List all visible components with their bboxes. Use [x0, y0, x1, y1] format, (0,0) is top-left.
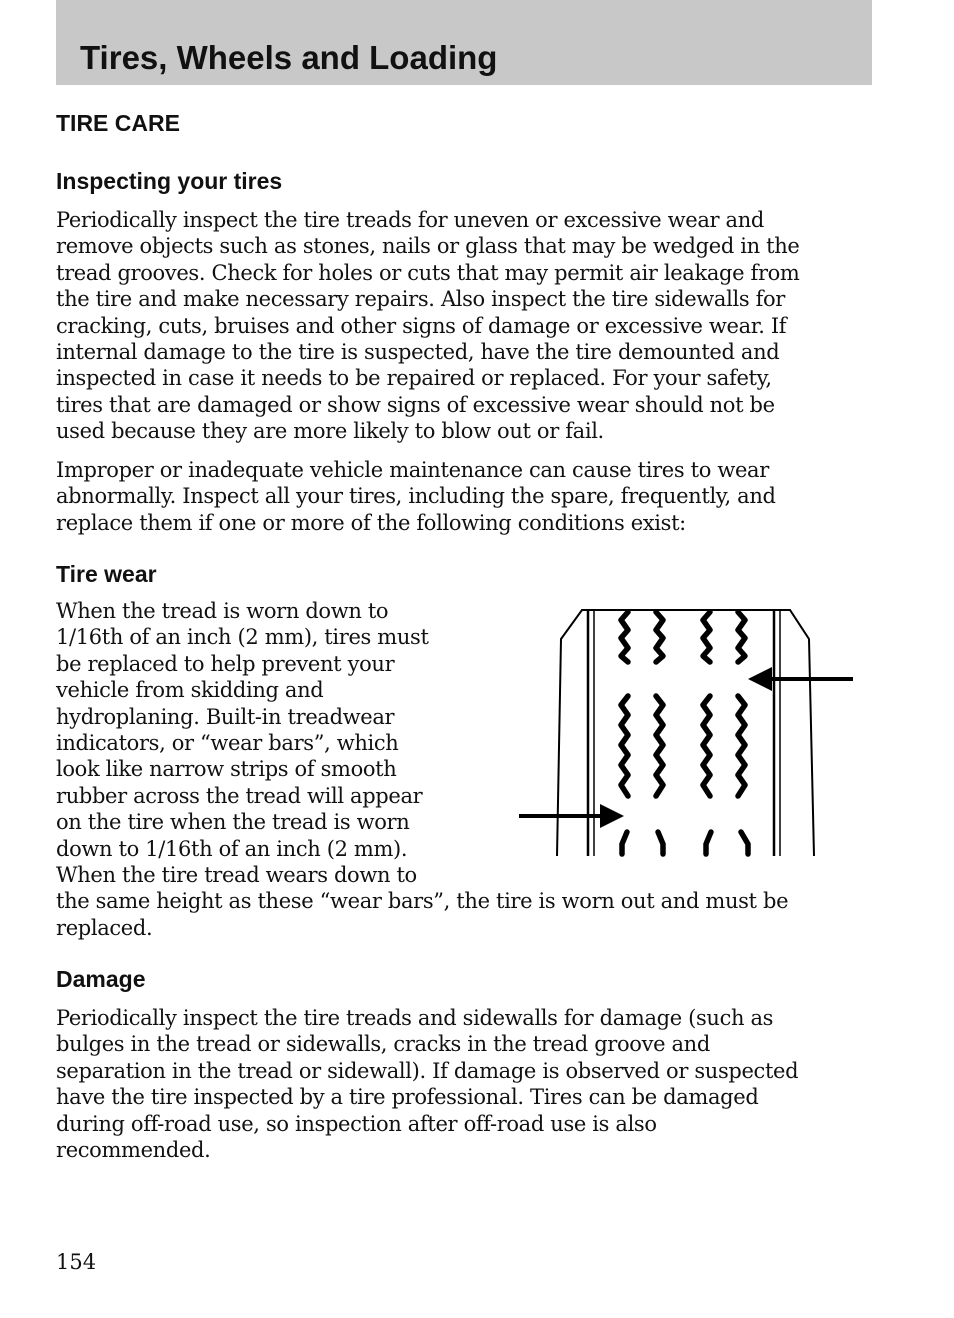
text-line: vehicle from skidding and	[56, 678, 324, 703]
text-line: during off-road use, so inspection after off-road use is also	[56, 1111, 657, 1136]
wear-bar-arrows	[519, 667, 853, 828]
text-line: separation in the tread or sidewall). If damage is observed or suspected	[56, 1058, 799, 1083]
text-line: on the tire when the tread is worn	[56, 810, 410, 835]
text-line: When the tire tread wears down to	[56, 863, 417, 888]
page-number: 154	[56, 1250, 97, 1274]
inspecting-paragraph-2	[56, 457, 856, 536]
chapter-title: Tires, Wheels and Loading	[80, 39, 498, 76]
text-line: Periodically inspect the tire treads for uneven or excessive wear and	[56, 208, 765, 232]
inspecting-paragraph-1	[56, 207, 856, 445]
tire-wear-heading: Tire wear	[56, 561, 157, 587]
damage-paragraph	[56, 1005, 856, 1163]
text-line: be replaced to help prevent your	[56, 651, 395, 676]
damage-heading: Damage	[56, 966, 146, 992]
text-line: tires that are damaged or show signs of excessive wear should not be	[56, 392, 775, 417]
text-line: have the tire inspected by a tire professional. Tires can be damaged	[56, 1085, 759, 1110]
text-line: recommended.	[56, 1138, 211, 1163]
inspecting-heading: Inspecting your tires	[56, 168, 283, 194]
text-line: inspected in case it needs to be repaired or replaced. For your safety,	[56, 366, 772, 391]
text-line: replace them if one or more of the following conditions exist:	[56, 510, 686, 535]
text-line: 1/16th of an inch (2 mm), tires must	[56, 625, 429, 650]
text-line: cracking, cuts, bruises and other signs of damage or excessive wear. If	[56, 313, 787, 338]
text-line: Improper or inadequate vehicle maintenance can cause tires to wear	[56, 458, 769, 482]
text-line: tread grooves. Check for holes or cuts that may permit air leakage from	[56, 260, 800, 285]
text-line: internal damage to the tire is suspected, have the tire demounted and	[56, 340, 780, 365]
tire-tread-figure	[516, 604, 856, 860]
text-line: remove objects such as stones, nails or glass that may be wedged in the	[56, 234, 800, 259]
text-line: Periodically inspect the tire treads and sidewalls for damage (such as	[56, 1006, 774, 1030]
header-bar	[56, 0, 872, 85]
text-line: the same height as these “wear bars”, the tire is worn out and must be	[56, 889, 789, 914]
text-line: When the tread is worn down to	[56, 599, 389, 623]
text-line: replaced.	[56, 915, 153, 940]
text-line: down to 1/16th of an inch (2 mm).	[56, 836, 408, 861]
text-line: the tire and make necessary repairs. Also inspect the tire sidewalls for	[56, 287, 785, 312]
tire-tread-wear-bar-icon	[516, 604, 856, 860]
text-line: bulges in the tread or sidewalls, cracks in the tread groove and	[56, 1032, 710, 1057]
text-line: rubber across the tread will appear	[56, 783, 423, 808]
text-line: look like narrow strips of smooth	[56, 757, 397, 782]
text-line: hydroplaning. Built-in treadwear	[56, 704, 395, 729]
text-line: used because they are more likely to blow out or fail.	[56, 419, 604, 444]
section-title: TIRE CARE	[56, 110, 180, 136]
text-line: abnormally. Inspect all your tires, including the spare, frequently, and	[56, 484, 776, 509]
text-line: indicators, or “wear bars”, which	[56, 731, 399, 756]
